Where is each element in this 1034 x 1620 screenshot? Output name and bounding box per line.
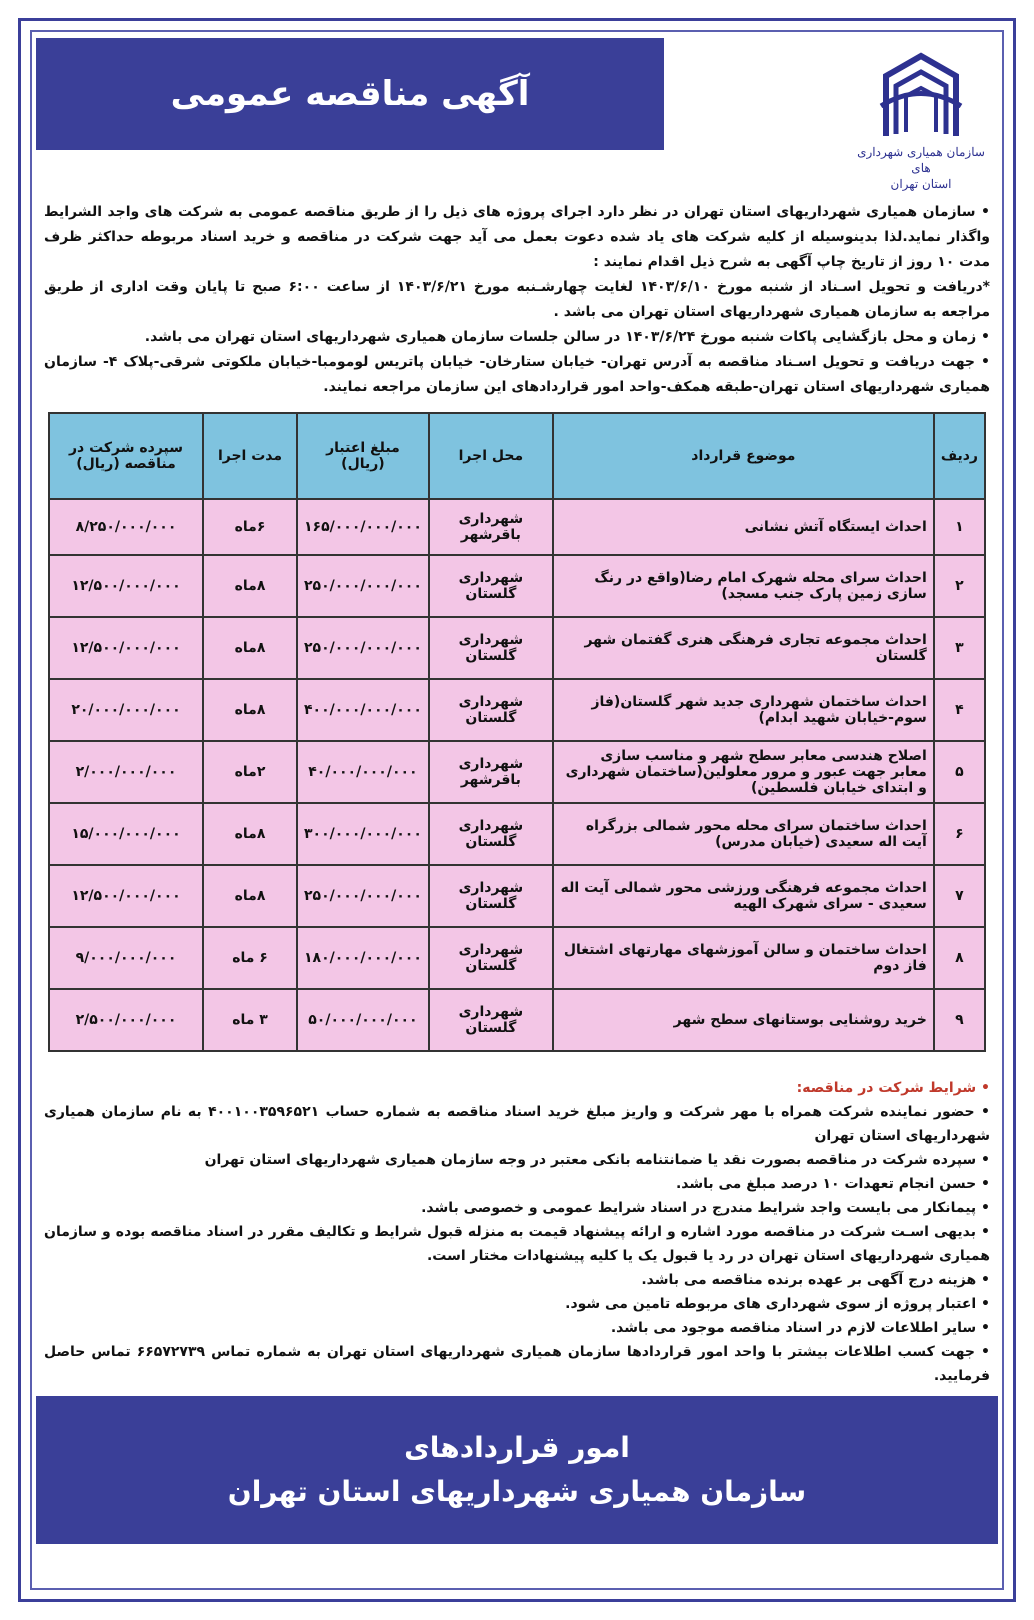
deposit-cell: ۸/۲۵۰/۰۰۰/۰۰۰ bbox=[49, 499, 203, 555]
deposit-cell: ۹/۰۰۰/۰۰۰/۰۰۰ bbox=[49, 927, 203, 989]
row-number-cell: ۷ bbox=[934, 865, 985, 927]
duration-cell: ۶ماه bbox=[203, 499, 297, 555]
location-cell: شهرداری باقرشهر bbox=[429, 499, 553, 555]
duration-cell: ۸ماه bbox=[203, 679, 297, 741]
row-number-cell: ۲ bbox=[934, 555, 985, 617]
intro-paragraph: • زمان و محل بازگشایی پاکات شنبه مورخ ۱۴۰۳/۶/۲۴ در سالن جلسات سازمان همیاری شهرداریهای استان تهران می باشد. bbox=[144, 329, 990, 345]
deposit-cell: ۱۵/۰۰۰/۰۰۰/۰۰۰ bbox=[49, 803, 203, 865]
header-subject: موضوع قرارداد bbox=[553, 413, 934, 499]
row-number-cell: ۵ bbox=[934, 741, 985, 803]
logo-line-2: استان تهران bbox=[890, 177, 952, 191]
conditions-heading: • شرایط شرکت در مناقصه: bbox=[796, 1080, 990, 1096]
condition-item: • اعتبار پروژه از سوی شهرداری های مربوطه تامین می شود. bbox=[565, 1296, 990, 1312]
row-number-cell: ۱ bbox=[934, 499, 985, 555]
deposit-cell: ۲/۵۰۰/۰۰۰/۰۰۰ bbox=[49, 989, 203, 1051]
table-row bbox=[49, 741, 985, 803]
budget-cell: ۱۸۰/۰۰۰/۰۰۰/۰۰۰ bbox=[297, 927, 429, 989]
budget-cell: ۲۵۰/۰۰۰/۰۰۰/۰۰۰ bbox=[297, 617, 429, 679]
deposit-cell: ۲/۰۰۰/۰۰۰/۰۰۰ bbox=[49, 741, 203, 803]
table-row bbox=[49, 679, 985, 741]
duration-cell: ۲ماه bbox=[203, 741, 297, 803]
deposit-cell: ۱۲/۵۰۰/۰۰۰/۰۰۰ bbox=[49, 555, 203, 617]
footer-line-2: سازمان همیاری شهرداریهای استان تهران bbox=[227, 1475, 807, 1508]
subject-cell: اصلاح هندسی معابر سطح شهر و مناسب سازی معابر جهت عبور و مرور معلولین(ساختمان شهرداری و ابتدای خیابان فلسطین) bbox=[553, 741, 934, 803]
budget-cell: ۵۰/۰۰۰/۰۰۰/۰۰۰ bbox=[297, 989, 429, 1051]
table-header-row bbox=[49, 413, 985, 499]
conditions-list bbox=[44, 1100, 990, 1388]
location-cell: شهرداری گلستان bbox=[429, 927, 553, 989]
row-number-cell: ۴ bbox=[934, 679, 985, 741]
intro-paragraph: *دریافت و تحویل اسـناد از شنبه مورخ ۱۴۰۳/۶/۱۰ لغایت چهارشـنبه مورخ ۱۴۰۳/۶/۲۱ از ساعت ۶:۰۰ صبح تا پایان وقت اداری از طریق مراجعه به سازمان همیاری شهرداریهای استان تهران می باشد . bbox=[44, 279, 990, 320]
subject-cell: احداث ساختمان و سالن آموزشهای مهارتهای اشتغال فاز دوم bbox=[553, 927, 934, 989]
intro-text bbox=[44, 200, 990, 400]
tender-table bbox=[48, 412, 986, 1052]
location-cell: شهرداری گلستان bbox=[429, 803, 553, 865]
condition-item: • هزینه درج آگهی بر عهده برنده مناقصه می باشد. bbox=[641, 1272, 990, 1288]
row-number-cell: ۹ bbox=[934, 989, 985, 1051]
location-cell: شهرداری گلستان bbox=[429, 679, 553, 741]
table-row bbox=[49, 989, 985, 1051]
row-number-cell: ۳ bbox=[934, 617, 985, 679]
location-cell: شهرداری گلستان bbox=[429, 865, 553, 927]
header-duration: مدت اجرا bbox=[203, 413, 297, 499]
location-cell: شهرداری باقرشهر bbox=[429, 741, 553, 803]
condition-item: • سپرده شرکت در مناقصه بصورت نقد یا ضمانتنامه بانکی معتبر در وجه سازمان همیاری شهرداریهای استان تهران bbox=[204, 1152, 990, 1168]
location-cell: شهرداری گلستان bbox=[429, 617, 553, 679]
title-banner bbox=[36, 38, 664, 150]
deposit-cell: ۱۲/۵۰۰/۰۰۰/۰۰۰ bbox=[49, 617, 203, 679]
table-row bbox=[49, 617, 985, 679]
table-row bbox=[49, 927, 985, 989]
header-location: محل اجرا bbox=[429, 413, 553, 499]
duration-cell: ۸ماه bbox=[203, 555, 297, 617]
footer-line-1: امور قراردادهای bbox=[404, 1431, 630, 1464]
subject-cell: احداث مجموعه فرهنگی ورزشی محور شمالی آیت اله سعیدی - سرای شهرک الهیه bbox=[553, 865, 934, 927]
budget-cell: ۴۰۰/۰۰۰/۰۰۰/۰۰۰ bbox=[297, 679, 429, 741]
conditions-section bbox=[44, 1076, 990, 1388]
header-row-number: ردیف bbox=[934, 413, 985, 499]
subject-cell: احداث ساختمان شهرداری جدید شهر گلستان(فاز سوم-خیابان شهید ابدام) bbox=[553, 679, 934, 741]
deposit-cell: ۲۰/۰۰۰/۰۰۰/۰۰۰ bbox=[49, 679, 203, 741]
row-number-cell: ۶ bbox=[934, 803, 985, 865]
location-cell: شهرداری گلستان bbox=[429, 989, 553, 1051]
condition-item: • پیمانکار می بایست واجد شرایط مندرج در اسناد شرایط عمومی و خصوصی باشد. bbox=[421, 1200, 990, 1216]
subject-cell: احداث مجموعه تجاری فرهنگی هنری گفتمان شهر گلستان bbox=[553, 617, 934, 679]
table-row bbox=[49, 803, 985, 865]
duration-cell: ۳ ماه bbox=[203, 989, 297, 1051]
duration-cell: ۸ماه bbox=[203, 617, 297, 679]
organization-logo bbox=[856, 46, 986, 191]
budget-cell: ۳۰۰/۰۰۰/۰۰۰/۰۰۰ bbox=[297, 803, 429, 865]
subject-cell: احداث ساختمان سرای محله محور شمالی بزرگراه آیت اله سعیدی (خیابان مدرس) bbox=[553, 803, 934, 865]
header-deposit: سپرده شرکت در مناقصه (ریال) bbox=[49, 413, 203, 499]
organization-logo-icon bbox=[876, 46, 966, 141]
subject-cell: احداث ایستگاه آتش نشانی bbox=[553, 499, 934, 555]
table-row bbox=[49, 499, 985, 555]
intro-paragraph: • جهت دریافت و تحویل اسـناد مناقصه به آدرس تهران- خیابان ستارخان- خیابان پاتریس لومومبا-خیابان ملکوتی شرقی-پلاک ۴- سازمان همیاری شهرداریهای استان تهران-طبقه همکف-واحد امور قراردادهای این سازمان مراجعه نمایند. bbox=[44, 354, 990, 395]
condition-item: • بدیهی اسـت شرکت در مناقصه مورد اشاره و ارائه پیشنهاد قیمت به منزله قبول شرایط و تکالیف مقرر در اسناد مناقصه بوده و سازمان همیاری شهرداریهای استان تهران در رد یا قبول یک یا کلیه پیشنهادات مختار است. bbox=[44, 1224, 990, 1264]
duration-cell: ۶ ماه bbox=[203, 927, 297, 989]
budget-cell: ۱۶۵/۰۰۰/۰۰۰/۰۰۰ bbox=[297, 499, 429, 555]
row-number-cell: ۸ bbox=[934, 927, 985, 989]
page-title: آگهی مناقصه عمومی bbox=[170, 74, 530, 114]
condition-item: • جهت کسب اطلاعات بیشتر با واحد امور قراردادها سازمان همیاری شهرداریهای استان تهران به شماره تماس ۶۶۵۷۲۷۳۹ تماس حاصل فرمایید. bbox=[44, 1344, 991, 1384]
budget-cell: ۴۰/۰۰۰/۰۰۰/۰۰۰ bbox=[297, 741, 429, 803]
condition-item: • سایر اطلاعات لازم در اسناد مناقصه موجود می باشد. bbox=[610, 1320, 990, 1336]
location-cell: شهرداری گلستان bbox=[429, 555, 553, 617]
table-row bbox=[49, 555, 985, 617]
logo-line-1: سازمان همیاری شهرداری های bbox=[857, 145, 985, 175]
header-budget: مبلغ اعتبار (ریال) bbox=[297, 413, 429, 499]
duration-cell: ۸ماه bbox=[203, 865, 297, 927]
intro-paragraph: • سازمان همیاری شهرداریهای استان تهران در نظر دارد اجرای پروژه های ذیل را از طریق مناقصه عمومی به شرکت های واجد الشرایط واگذار نماید.لذا بدینوسیله از کلیه شرکت های یاد شده دعوت بعمل می آید جهت شرکت در مناقصه و خرید اسناد مربوطه حداکثر ظرف مدت ۱۰ روز از تاریخ چاپ آگهی به شرح ذیل اقدام نمایند : bbox=[44, 204, 990, 270]
footer-banner bbox=[36, 1396, 998, 1544]
table-row bbox=[49, 865, 985, 927]
subject-cell: خرید روشنایی بوستانهای سطح شهر bbox=[553, 989, 934, 1051]
budget-cell: ۲۵۰/۰۰۰/۰۰۰/۰۰۰ bbox=[297, 555, 429, 617]
budget-cell: ۲۵۰/۰۰۰/۰۰۰/۰۰۰ bbox=[297, 865, 429, 927]
deposit-cell: ۱۲/۵۰۰/۰۰۰/۰۰۰ bbox=[49, 865, 203, 927]
condition-item: • حضور نماینده شرکت همراه با مهر شرکت و واریز مبلغ خرید اسناد مناقصه به شماره حساب ۴۰۰۱۰۰۳۵۹۶۵۲۱ به نام سازمان همیاری شهرداریهای استان تهران bbox=[44, 1104, 990, 1144]
duration-cell: ۸ماه bbox=[203, 803, 297, 865]
condition-item: • حسن انجام تعهدات ۱۰ درصد مبلغ می باشد. bbox=[675, 1176, 990, 1192]
subject-cell: احداث سرای محله شهرک امام رضا(واقع در رنگ سازی زمین پارک جنب مسجد) bbox=[553, 555, 934, 617]
